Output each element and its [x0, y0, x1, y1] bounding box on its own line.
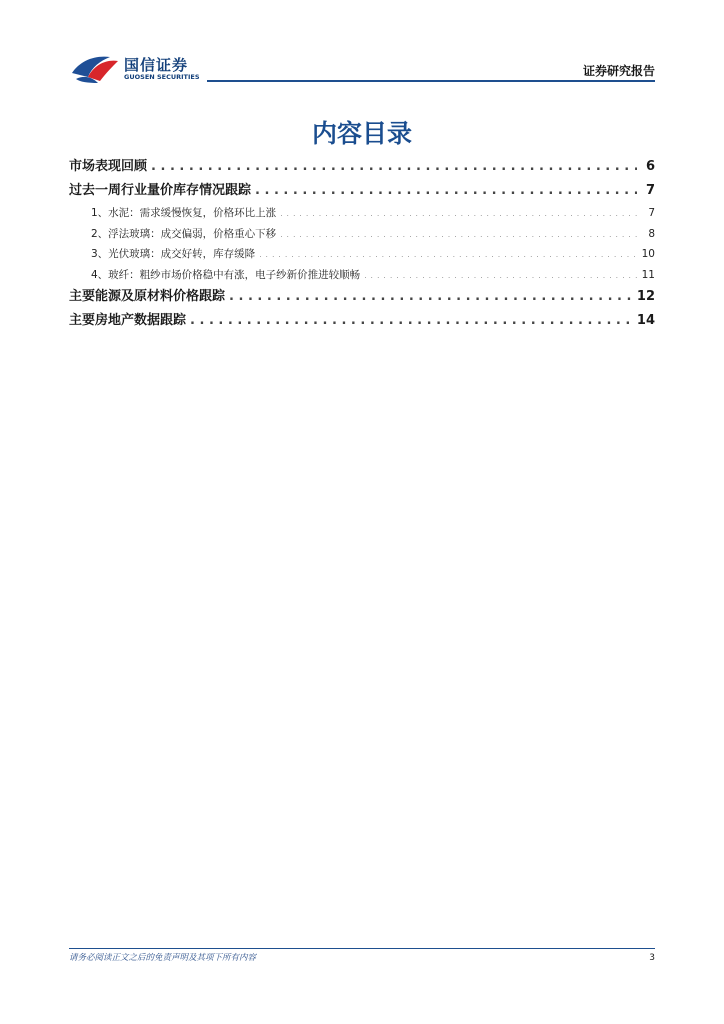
- toc-entry-market-review[interactable]: [69, 155, 655, 179]
- toc-entry-label: 3、光伏玻璃：成交好转，库存缓降: [91, 248, 256, 260]
- logo-company-name-en: GUOSEN SECURITIES: [124, 73, 200, 81]
- logo-company-name: 国信证券: [124, 56, 189, 74]
- toc-leader-dots: [190, 309, 633, 333]
- toc-leader-dots: [280, 204, 637, 225]
- toc-entry-label: 主要能源及原材料价格跟踪: [69, 289, 226, 304]
- footer-disclaimer: 请务必阅读正文之后的免责声明及其项下所有内容: [69, 953, 257, 963]
- toc-entry-real-estate[interactable]: [69, 309, 655, 333]
- toc-leader-dots: [280, 225, 637, 246]
- report-type-label: 证券研究报告: [582, 64, 655, 78]
- toc-entry-label: 4、玻纤：粗纱市场价格稳中有涨，电子纱新价推进较顺畅: [91, 268, 361, 281]
- toc-entry-page: 6: [645, 159, 655, 174]
- toc-subentry-cement[interactable]: [69, 203, 655, 224]
- toc-entry-page: 14: [636, 313, 655, 328]
- toc-entry-page: 7: [645, 183, 655, 198]
- toc-entry-page: 10: [641, 248, 655, 260]
- header-divider: [207, 80, 655, 82]
- toc-entry-energy-materials[interactable]: [69, 285, 655, 309]
- toc-leader-dots: [364, 266, 637, 287]
- toc-subentry-float-glass[interactable]: [69, 224, 655, 245]
- toc-leader-dots: [255, 179, 637, 203]
- guosen-logo: [70, 51, 210, 85]
- toc-leader-dots: [151, 155, 637, 179]
- toc-entry-page: 7: [648, 207, 655, 219]
- toc-entry-page: 11: [641, 268, 655, 281]
- toc-leader-dots: [259, 245, 637, 266]
- guosen-logo-mark-icon: [70, 51, 120, 85]
- toc-subentry-pv-glass[interactable]: [69, 244, 655, 265]
- toc-entry-page: 8: [648, 227, 655, 240]
- toc-entry-page: 12: [636, 289, 655, 304]
- toc-entry-label: 过去一周行业量价库存情况跟踪: [69, 183, 252, 198]
- table-of-contents: [69, 155, 655, 333]
- toc-leader-dots: [229, 285, 633, 309]
- toc-entry-industry-tracking[interactable]: [69, 179, 655, 203]
- toc-title: 内容目录: [311, 119, 412, 148]
- toc-entry-label: 2、浮法玻璃：成交偏弱，价格重心下移: [91, 227, 277, 240]
- toc-entry-label: 1、水泥：需求缓慢恢复，价格环比上涨: [91, 207, 277, 219]
- footer-divider: [69, 948, 655, 949]
- toc-subentry-fiberglass[interactable]: [69, 265, 655, 286]
- page-number: 3: [649, 953, 655, 963]
- toc-entry-label: 市场表现回顾: [69, 159, 148, 174]
- toc-entry-label: 主要房地产数据跟踪: [69, 313, 187, 328]
